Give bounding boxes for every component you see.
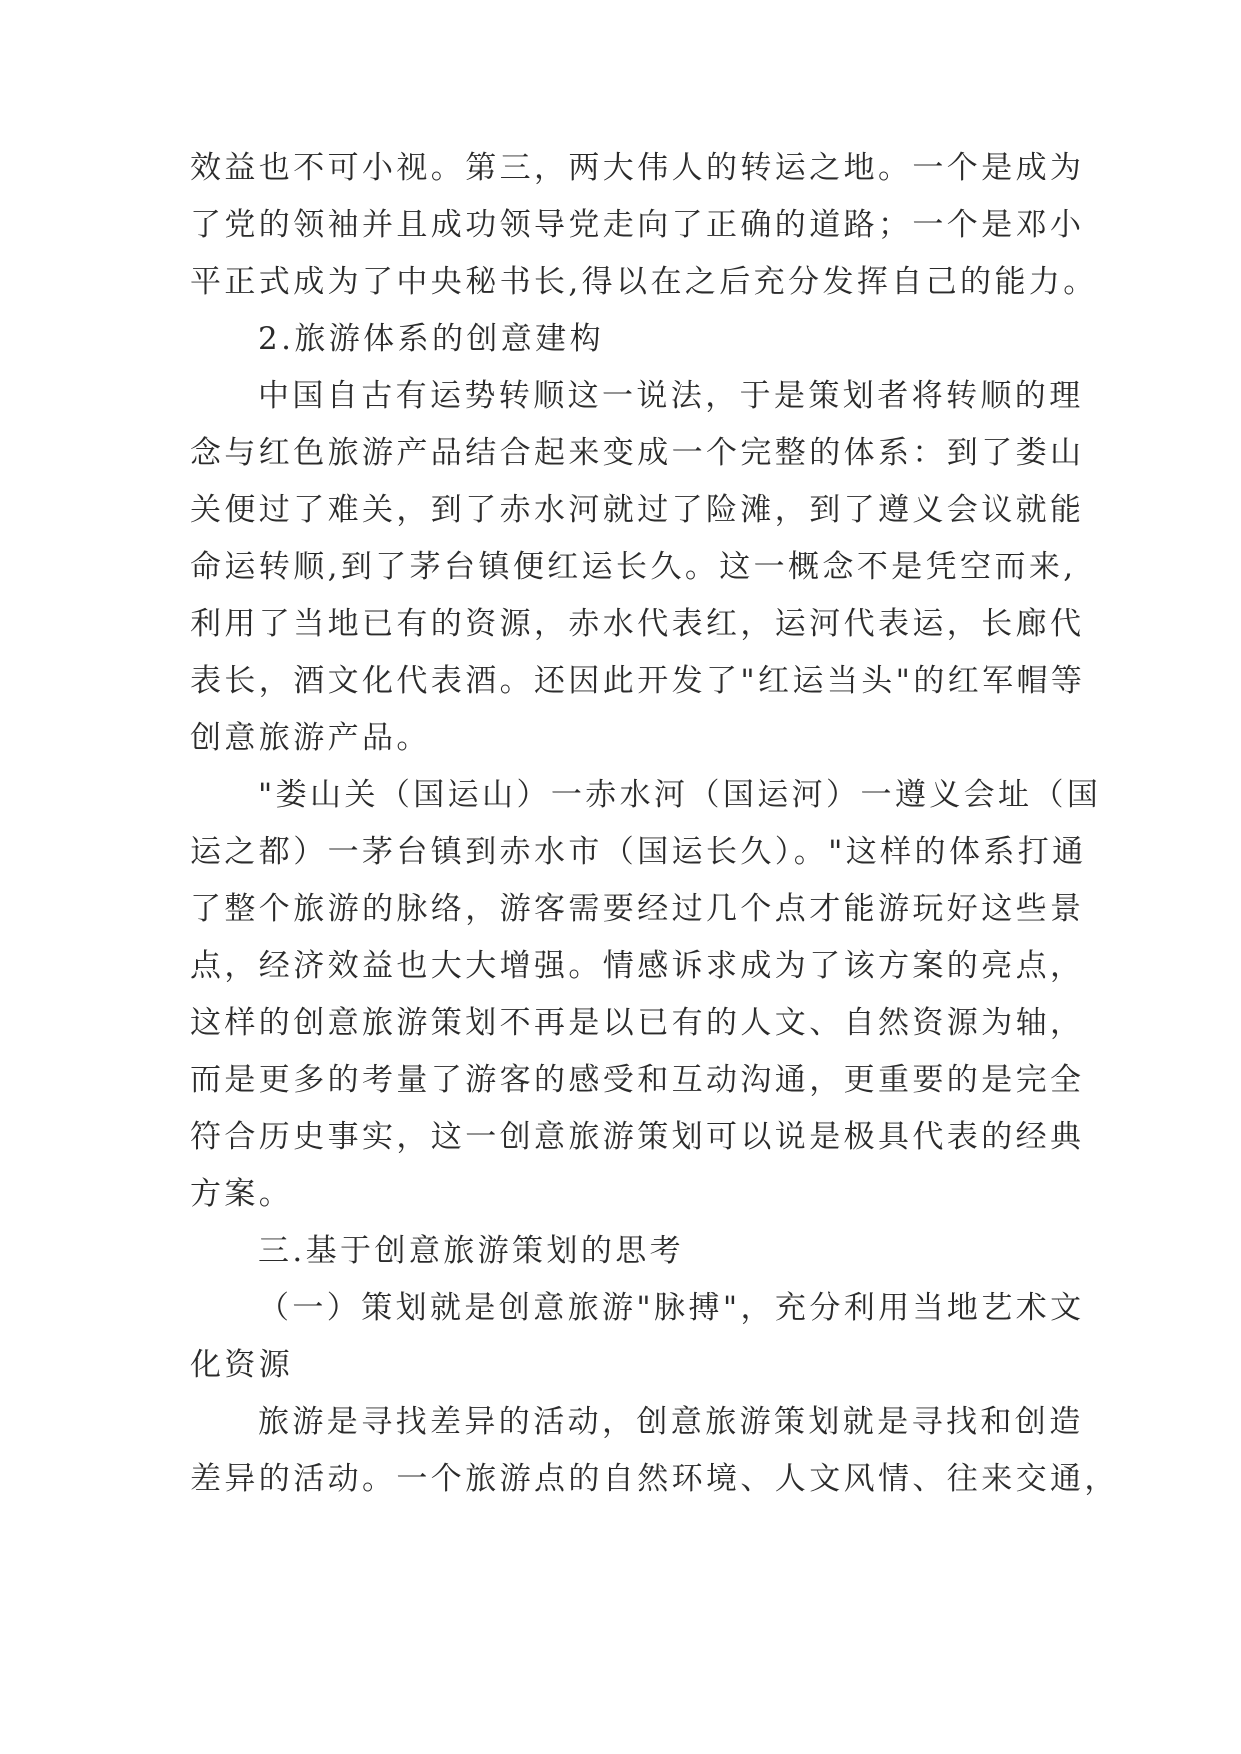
paragraph-line: 点，经济效益也大大增强。情感诉求成为了该方案的亮点， <box>190 948 1085 984</box>
paragraph-line: 关便过了难关，到了赤水河就过了险滩，到了遵义会议就能 <box>190 492 1085 528</box>
paragraph-line: 这样的创意旅游策划不再是以已有的人文、自然资源为轴， <box>190 1005 1085 1041</box>
paragraph-line: 利用了当地已有的资源，赤水代表红，运河代表运，长廊代 <box>190 606 1085 642</box>
section-heading: 2.旅游体系的创意建构 <box>258 321 604 357</box>
paragraph-line: 效益也不可小视。第三，两大伟人的转运之地。一个是成为 <box>190 150 1085 186</box>
subsection-heading: （一）策划就是创意旅游"脉搏"，充分利用当地艺术文 <box>258 1290 1085 1326</box>
paragraph-line: 念与红色旅游产品结合起来变成一个完整的体系：到了娄山 <box>190 435 1085 471</box>
paragraph-line: 差异的活动。一个旅游点的自然环境、人文风情、往来交通， <box>190 1461 1119 1497</box>
section-heading: 三.基于创意旅游策划的思考 <box>258 1233 685 1269</box>
paragraph-line: 表长，酒文化代表酒。还因此开发了"红运当头"的红军帽等 <box>190 663 1086 699</box>
paragraph-line: 符合历史事实，这一创意旅游策划可以说是极具代表的经典 <box>190 1119 1085 1155</box>
paragraph-line: "娄山关（国运山）一赤水河（国运河）一遵义会址（国 <box>258 777 1102 813</box>
paragraph-line: 旅游是寻找差异的活动，创意旅游策划就是寻找和创造 <box>258 1404 1084 1440</box>
paragraph-line: 而是更多的考量了游客的感受和互动沟通，更重要的是完全 <box>190 1062 1085 1098</box>
subsection-heading: 化资源 <box>190 1347 294 1383</box>
paragraph-line: 了整个旅游的脉络，游客需要经过几个点才能游玩好这些景 <box>190 891 1085 927</box>
paragraph-line: 平正式成为了中央秘书长,得以在之后充分发挥自己的能力。 <box>190 264 1098 300</box>
paragraph-line: 了党的领袖并且成功领导党走向了正确的道路；一个是邓小 <box>190 207 1085 243</box>
paragraph-line: 方案。 <box>190 1176 294 1212</box>
paragraph-line: 运之都）一茅台镇到赤水市（国运长久）。"这样的体系打通 <box>190 834 1087 870</box>
paragraph-line: 中国自古有运势转顺这一说法，于是策划者将转顺的理 <box>258 378 1084 414</box>
paragraph-line: 命运转顺,到了茅台镇便红运长久。这一概念不是凭空而来, <box>190 549 1077 585</box>
paragraph-line: 创意旅游产品。 <box>190 720 431 756</box>
